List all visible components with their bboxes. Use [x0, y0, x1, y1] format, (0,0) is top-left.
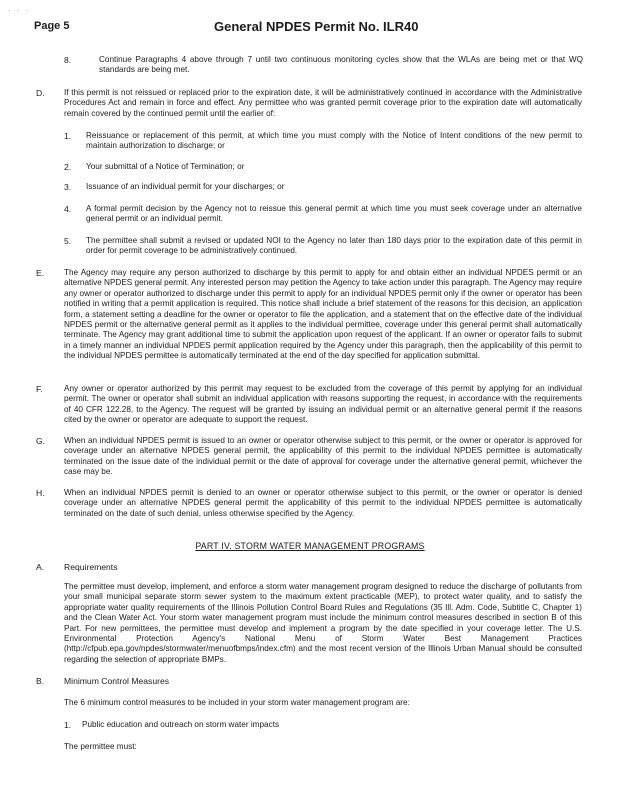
- section-d-label: D.: [36, 88, 45, 98]
- part-iv-a-text: The permittee must develop, implement, and enforce a storm water management program designed to reduce the discharge of pollutants from your small municipal separate storm sewer system to the maximum extent practicable (MEP), to protect water quality, and to satisfy the appropriate water quality requirements of the Illinois Pollution Control Board Rules and Regulations (35 Ill. Adm. Code, Subtitle C, Chapter 1) and the Clean Water Act. Your storm water management program must include the minimum control measures described in section B of this Part. For new permittees, the permittee must develop and implement a program by the date specified in your coverage letter. The U.S. Environmental Protection Agency's National Menu of Storm Water Best Management Practices (http://cfpub.epa.gov/npdes/stormwater/menuofbmps/index.cfm) and the most recent version of the Illinois Urban Manual should be consulted regarding the selection of appropriate BMPs.: [64, 582, 582, 664]
- section-d-item-2-text: Your submittal of a Notice of Termination; or: [86, 162, 245, 171]
- section-f-text: Any owner or operator authorized by this permit may request to be excluded from the coverage of this permit by applying for an individual permit. The owner or operator shall submit an individual application with reasons supporting the request, in accordance with the requirements of 40 CFR 122.28, to the Agency. The request will be granted by issuing an individual permit or an alternative general permit if the reasons cited by the owner or operator are adequate to support the request.: [64, 384, 582, 425]
- document-title: General NPDES Permit No. ILR40: [214, 19, 419, 34]
- part-iv-b-label: B.: [36, 676, 45, 686]
- section-d-item-3-text: Issuance of an individual permit for your discharges; or: [86, 182, 285, 191]
- section-f-label: F.: [36, 384, 43, 394]
- part-iv-b-intro: The 6 minimum control measures to be included in your storm water management program are:: [64, 698, 410, 707]
- section-d-item-5-text: The permittee shall submit a revised or updated NOI to the Agency no later than 180 days prior to the expiration date of this permit in order for permit coverage to be administratively continued.: [86, 236, 582, 256]
- section-d-item-5-num: 5.: [64, 236, 72, 246]
- section-e-label: E.: [36, 268, 45, 278]
- section-d-text: If this permit is not reissued or replaced prior to the expiration date, it will be administratively continued in accordance with the Administrative Procedures Act and remain in force and effect. Any permittee who was granted permit coverage prior to the expiration date will automatically remain covered by the continued permit until the earlier of:: [64, 88, 582, 118]
- section-g-text: When an individual NPDES permit is issued to an owner or operator otherwise subject to this permit, or the owner or operator is approved for coverage under an alternative NPDES general permit, the applicability of this permit to the individual NPDES permittee is automatically terminated on the issue date of the individual permit or the date of approval for coverage under the alternative general permit, whichever the case may be.: [64, 436, 582, 477]
- part-iv-heading: PART IV. STORM WATER MANAGEMENT PROGRAMS: [195, 541, 425, 551]
- section-d-item-4-num: 4.: [64, 204, 72, 214]
- section-d-item-4-text: A formal permit decision by the Agency not to reissue this general permit at which time you must seek coverage under an alternative general permit or an individual permit.: [86, 204, 582, 224]
- part-iv-a-label: A.: [36, 562, 45, 572]
- part-iv-b-item-1-text: Public education and outreach on storm water impacts: [82, 720, 280, 729]
- item-8-text: Continue Paragraphs 4 above through 7 until two continuous monitoring cycles show that the WLAs are being met or that WQ standards are being met.: [99, 55, 583, 75]
- section-h-text: When an individual NPDES permit is denied to an owner or operator otherwise subject to this permit, or the owner or operator is denied coverage under an alternative NPDES general permit the applicability of this permit to the individual NPDES permittee is automatically terminated on the date of such denial, unless otherwise specified by the Agency.: [64, 488, 582, 518]
- item-8-label: 8.: [64, 55, 72, 65]
- section-d-item-1-num: 1.: [64, 131, 72, 141]
- scan-artifact: · · ·: [8, 6, 31, 15]
- part-iv-b-item-1-num: 1.: [64, 720, 72, 730]
- section-d-item-1-text: Reissuance or replacement of this permit, at which time you must comply with the Notice of Intent conditions of the new permit to maintain authorization to discharge; or: [86, 131, 582, 151]
- permittee-must-text: The permittee must:: [64, 742, 137, 751]
- section-g-label: G.: [36, 436, 46, 446]
- section-e-text: The Agency may require any person authorized to discharge by this permit to apply for and obtain either an individual NPDES permit or an alternative NPDES general permit. Any interested person may petition the Agency to take action under this paragraph. The Agency may require any owner or operator authorized to discharge under this permit to apply for an individual NPDES permit only if the owner or operator has been notified in writing that a permit application is required. This notice shall include a brief statement of the reasons for this decision, an application form, a statement setting a deadline for the owner or operator to file the application, and a statement that on the effective date of the individual NPDES permit or the alternative general permit as it applies to the individual permittee, coverage under this general permit shall automatically terminate. The Agency may grant additional time to submit the application upon request of the applicant. If an owner or operator fails to submit in a timely manner an individual NPDES permit application required by the Agency under this paragraph, then the applicability of this permit to the individual NPDES permittee is automatically terminated at the end of the day specified for application submittal.: [64, 268, 582, 361]
- section-h-label: H.: [36, 488, 45, 498]
- part-iv-a-title: Requirements: [64, 562, 118, 572]
- part-iv-b-title: Minimum Control Measures: [64, 676, 170, 686]
- section-d-item-2-num: 2.: [64, 162, 72, 172]
- section-d-item-3-num: 3.: [64, 182, 72, 192]
- page-number: Page 5: [34, 20, 70, 32]
